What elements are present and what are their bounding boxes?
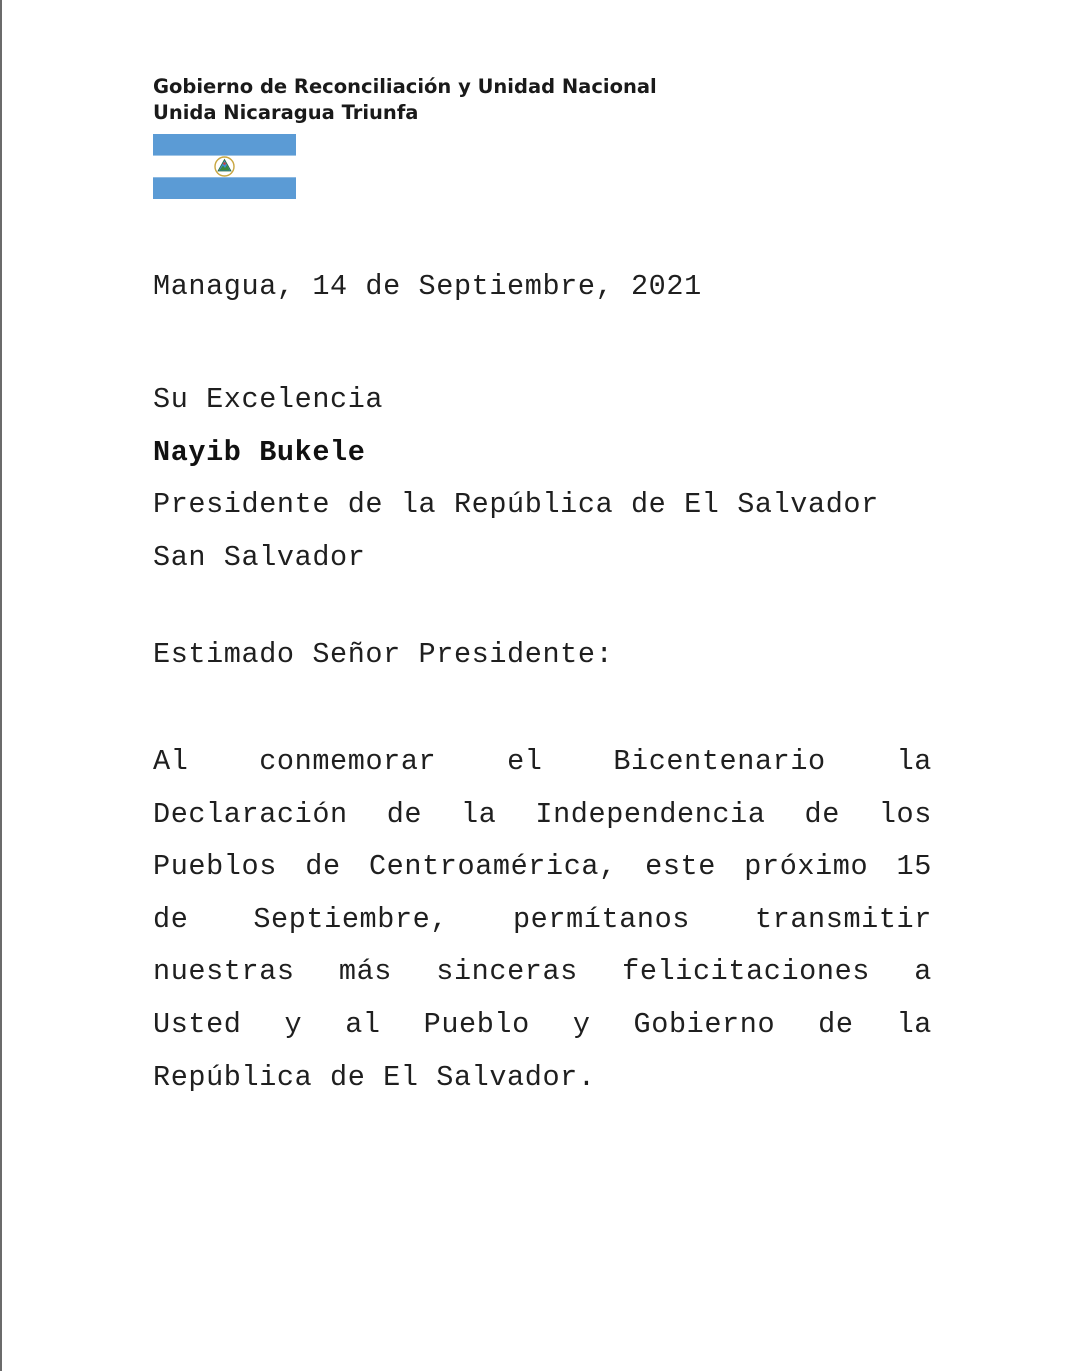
body-line-last: República de El Salvador. bbox=[153, 1060, 596, 1094]
recipient-block bbox=[153, 374, 879, 584]
body-word: Al bbox=[153, 745, 189, 778]
recipient-title: Presidente de la República de El Salvador bbox=[153, 488, 879, 522]
body-word: la bbox=[896, 745, 932, 778]
letter-body bbox=[153, 743, 932, 1111]
body-word: al bbox=[345, 1007, 381, 1041]
body-word: permítanos bbox=[512, 902, 691, 936]
body-word: sinceras bbox=[436, 955, 578, 989]
place-and-date: Managua, 14 de Septiembre, 2021 bbox=[153, 270, 702, 303]
body-word: Septiembre, bbox=[253, 902, 449, 936]
body-word: a bbox=[914, 955, 932, 989]
body-word: la bbox=[896, 1007, 932, 1041]
body-line bbox=[153, 743, 932, 796]
body-word: Usted bbox=[153, 1007, 242, 1041]
body-word: y bbox=[572, 1007, 591, 1041]
body-word: de bbox=[305, 850, 341, 884]
nicaragua-flag bbox=[153, 134, 296, 199]
body-word: Pueblo bbox=[423, 1007, 530, 1041]
body-word: transmitir bbox=[754, 902, 932, 936]
body-word: este bbox=[645, 850, 716, 884]
letterhead bbox=[153, 74, 657, 126]
body-line bbox=[153, 901, 932, 954]
recipient-city: San Salvador bbox=[153, 540, 366, 574]
body-word: Independencia bbox=[535, 797, 766, 831]
body-word: y bbox=[284, 1007, 303, 1041]
recipient-honorific: Su Excelencia bbox=[153, 383, 384, 416]
body-word: de bbox=[818, 1007, 854, 1041]
body-word: conmemorar bbox=[259, 745, 437, 778]
body-word: próximo bbox=[744, 850, 869, 884]
body-line bbox=[153, 796, 932, 849]
body-line bbox=[153, 953, 932, 1006]
body-word: nuestras bbox=[153, 955, 295, 989]
body-word: los bbox=[878, 797, 932, 831]
body-word: 15 bbox=[896, 850, 932, 884]
body-word: Centroamérica, bbox=[368, 850, 617, 884]
body-line bbox=[153, 1006, 932, 1059]
body-word: Gobierno bbox=[633, 1007, 776, 1041]
body-word: Bicentenario bbox=[613, 745, 826, 778]
body-word: felicitaciones bbox=[622, 955, 870, 989]
salutation: Estimado Señor Presidente: bbox=[153, 638, 614, 671]
body-word: la bbox=[461, 797, 497, 831]
body-word: más bbox=[338, 955, 392, 989]
body-word: el bbox=[507, 745, 543, 778]
body-word: de bbox=[153, 902, 189, 936]
flag-bottom-stripe bbox=[153, 177, 296, 199]
body-word: Declaración bbox=[153, 797, 348, 831]
recipient-name: Nayib Bukele bbox=[153, 435, 366, 469]
body-word: de bbox=[386, 797, 423, 831]
government-slogan: Unida Nicaragua Triunfa bbox=[153, 101, 419, 124]
body-word: de bbox=[804, 797, 840, 831]
body-line bbox=[153, 848, 932, 901]
government-name: Gobierno de Reconciliación y Unidad Nacional bbox=[153, 75, 657, 98]
body-word: Pueblos bbox=[153, 850, 277, 884]
flag-top-stripe bbox=[153, 134, 296, 156]
